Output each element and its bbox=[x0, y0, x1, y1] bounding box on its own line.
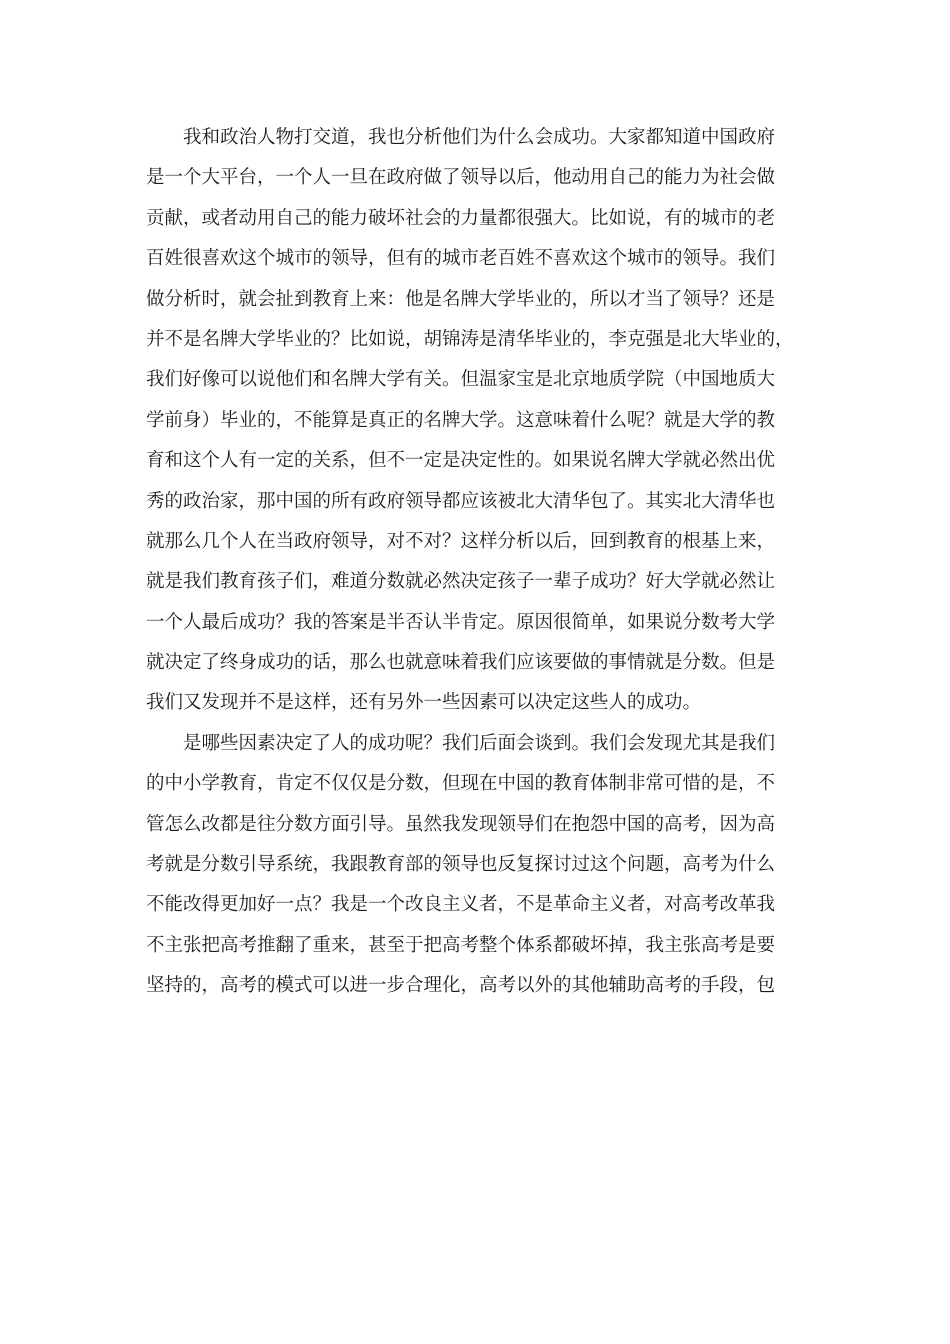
text-line: 就是我们教育孩子们，难道分数就必然决定孩子一辈子成功？好大学就必然让 bbox=[146, 571, 776, 593]
text-line: 贡献，或者动用自己的能力破坏社会的力量都很强大。比如说，有的城市的老 bbox=[146, 207, 776, 229]
text-line: 考就是分数引导系统，我跟教育部的领导也反复探讨过这个问题，高考为什么 bbox=[146, 854, 776, 876]
paragraph-1 bbox=[146, 118, 806, 724]
text-line: 坚持的，高考的模式可以进一步合理化，高考以外的其他辅助高考的手段，包 bbox=[146, 975, 776, 997]
text-line: 学前身）毕业的，不能算是真正的名牌大学。这意味着什么呢？就是大学的教 bbox=[146, 409, 776, 431]
text-line: 做分析时，就会扯到教育上来：他是名牌大学毕业的，所以才当了领导？还是 bbox=[146, 288, 776, 310]
text-line: 管怎么改都是往分数方面引导。虽然我发现领导们在抱怨中国的高考，因为高 bbox=[146, 813, 776, 835]
paragraph-2 bbox=[146, 724, 806, 1007]
text-line: 我们好像可以说他们和名牌大学有关。但温家宝是北京地质学院（中国地质大 bbox=[146, 369, 776, 391]
text-line: 的中小学教育，肯定不仅仅是分数，但现在中国的教育体制非常可惜的是，不 bbox=[146, 773, 776, 795]
text-line: 育和这个人有一定的关系，但不一定是决定性的。如果说名牌大学就必然出优 bbox=[146, 450, 776, 472]
text-line: 并不是名牌大学毕业的？比如说，胡锦涛是清华毕业的，李克强是北大毕业的， bbox=[146, 328, 794, 350]
text-line: 一个人最后成功？我的答案是半否认半肯定。原因很简单，如果说分数考大学 bbox=[146, 611, 776, 633]
text-line: 是哪些因素决定了人的成功呢？我们后面会谈到。我们会发现尤其是我们 bbox=[183, 732, 776, 754]
text-line: 我和政治人物打交道，我也分析他们为什么会成功。大家都知道中国政府 bbox=[183, 127, 776, 148]
text-line: 不主张把高考推翻了重来，甚至于把高考整个体系都破坏掉，我主张高考是要 bbox=[146, 934, 776, 956]
text-line: 就那么几个人在当政府领导，对不对？这样分析以后，回到教育的根基上来， bbox=[146, 530, 776, 552]
text-line: 百姓很喜欢这个城市的领导，但有的城市老百姓不喜欢这个城市的领导。我们 bbox=[146, 248, 776, 270]
text-line: 不能改得更加好一点？我是一个改良主义者，不是革命主义者，对高考改革我 bbox=[146, 894, 776, 916]
text-line: 是一个大平台，一个人一旦在政府做了领导以后，他动用自己的能力为社会做 bbox=[146, 167, 776, 189]
text-line: 就决定了终身成功的话，那么也就意味着我们应该要做的事情就是分数。但是 bbox=[146, 652, 776, 674]
text-line: 秀的政治家，那中国的所有政府领导都应该被北大清华包了。其实北大清华也 bbox=[146, 490, 776, 512]
document-body bbox=[146, 118, 806, 1007]
text-line: 我们又发现并不是这样，还有另外一些因素可以决定这些人的成功。 bbox=[146, 692, 702, 714]
